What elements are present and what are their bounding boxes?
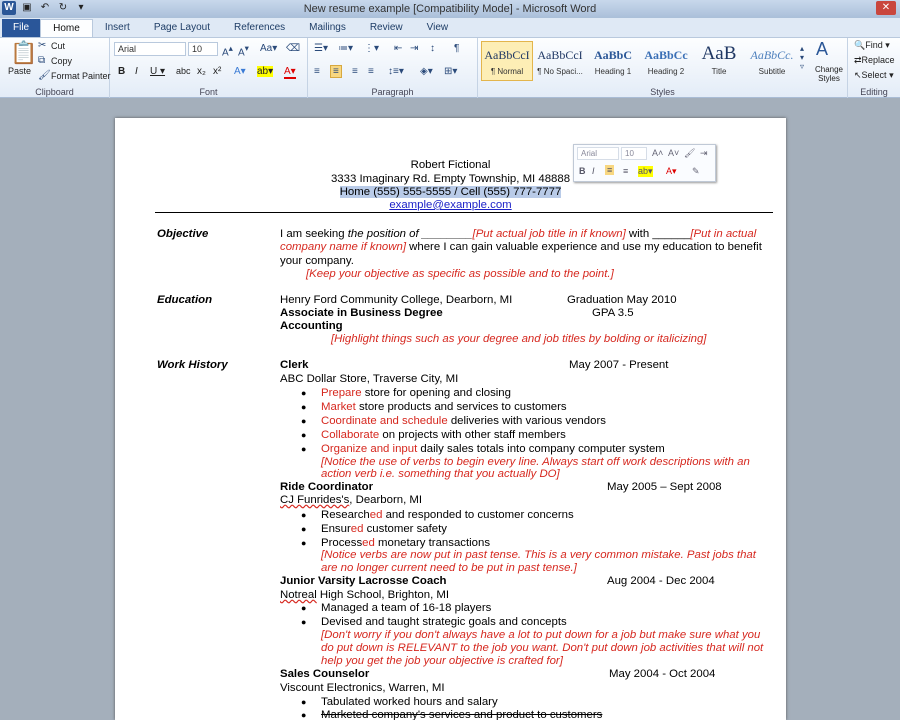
job-note: action verb i.e. something that you actually DO] — [321, 468, 560, 480]
resume-name: Robert Fictional — [410, 159, 491, 171]
ribbon — [0, 38, 900, 98]
shading-icon[interactable]: ◈▾ — [420, 66, 433, 77]
job-title: Clerk — [280, 359, 309, 371]
text: Notreal — [280, 589, 317, 601]
objective-line-3: your company. — [280, 255, 354, 267]
cut-button[interactable]: Cut — [51, 41, 66, 51]
job-company — [280, 589, 449, 603]
mini-size-box[interactable]: 10 — [621, 147, 647, 160]
font-size-box[interactable]: 10 — [188, 42, 218, 56]
style-sample: AaBbCc. — [750, 48, 794, 62]
text: where I can gain valuable experience and use my education to benefit — [406, 241, 762, 253]
styles-group — [478, 38, 848, 98]
bullet-icon: ● — [301, 430, 307, 440]
style-sample: AaBbCc — [644, 48, 688, 62]
mini-highlight-icon[interactable]: ab▾ — [638, 166, 653, 176]
mini-toolbar — [573, 144, 716, 182]
bullet-icon: ● — [301, 416, 307, 426]
quick-access-dropdown-icon[interactable]: ▾ — [78, 2, 84, 13]
copy-button[interactable]: Copy — [51, 56, 73, 66]
job-title: Junior Varsity Lacrosse Coach — [280, 575, 447, 587]
mini-grow-font-icon[interactable]: A˄ — [652, 148, 664, 158]
format-painter-icon[interactable]: 🖌 — [38, 70, 51, 81]
paste-icon[interactable]: 📋 — [10, 40, 38, 65]
style-normal[interactable] — [481, 41, 533, 81]
job-note: do put down is RELEVANT to the job you want. Don't put down job activities that will not — [321, 642, 764, 654]
bullet-icon: ● — [301, 388, 307, 398]
show-formatting-icon[interactable]: ¶ — [454, 43, 460, 54]
style-name: ¶ No Spaci... — [537, 67, 583, 76]
bullet-icon: ● — [301, 617, 307, 627]
tab-insert[interactable]: Insert — [104, 22, 130, 33]
paste-button[interactable]: Paste — [8, 66, 32, 76]
clear-formatting-icon[interactable]: ⌫ — [286, 43, 301, 54]
list-item — [321, 509, 574, 523]
style-sample: AaB — [701, 43, 737, 64]
text: ed — [350, 523, 364, 535]
list-item: Marketed company's services and product to customers — [321, 709, 603, 720]
text: Coordinate and schedule — [321, 415, 448, 427]
text: ed — [369, 509, 383, 521]
text: daily sales totals into company computer system — [417, 443, 665, 455]
multilevel-list-icon[interactable]: ⋮▾ — [364, 43, 380, 54]
resume-phone: Home (555) 555-5555 / Cell (555) 777-7777 — [339, 186, 562, 198]
style-name: ¶ Normal — [490, 67, 524, 76]
change-styles-icon[interactable]: A — [816, 39, 829, 59]
editing-label: Editing — [860, 87, 888, 97]
style-sample: AaBbCcI — [537, 48, 583, 62]
text: customer safety — [363, 523, 447, 535]
text: Ensur — [321, 523, 351, 535]
job-dates: May 2004 - Oct 2004 — [609, 668, 716, 680]
style-heading-2[interactable] — [640, 41, 692, 81]
select-label: Select — [861, 70, 887, 80]
tab-review[interactable]: Review — [369, 22, 403, 33]
list-item — [321, 415, 606, 429]
bullet-icon: ● — [301, 603, 307, 613]
text: ed — [362, 537, 375, 549]
bullet-icon: ● — [301, 697, 307, 707]
objective-heading: Objective — [157, 228, 209, 240]
text: the position of ________ — [347, 228, 473, 240]
ribbon-tabs — [0, 18, 900, 38]
font-color-icon[interactable]: A▾ — [284, 66, 296, 77]
tab-home[interactable]: Home — [40, 19, 93, 37]
mini-shrink-font-icon[interactable]: A˅ — [668, 148, 680, 158]
grow-font-icon[interactable]: A▴ — [222, 43, 233, 59]
replace-icon: ⇄ — [854, 55, 862, 65]
text-effects-icon[interactable]: A▾ — [234, 66, 246, 77]
word-logo-icon: W — [2, 1, 16, 15]
text: with ______ — [625, 228, 691, 240]
text: Market — [321, 401, 356, 413]
tab-file[interactable]: File — [2, 19, 40, 37]
job-note: [Notice verbs are now put in past tense. This is a very common mistake. Past jobs that — [321, 549, 756, 561]
paragraph-label: Paragraph — [371, 87, 414, 97]
replace-label: Replace — [861, 55, 895, 65]
styles-label: Styles — [650, 87, 675, 97]
superscript-icon[interactable]: x² — [213, 66, 222, 77]
clipboard-label: Clipboard — [35, 87, 74, 97]
styles-scroll-icon[interactable]: ▴ ▾ ▿ — [800, 44, 805, 71]
find-label: Find — [865, 40, 883, 50]
education-gpa: GPA 3.5 — [592, 307, 634, 319]
text: deliveries with various vendors — [447, 415, 606, 427]
replace-button[interactable] — [854, 55, 895, 66]
job-dates: Aug 2004 - Dec 2004 — [607, 575, 715, 587]
tab-page-layout[interactable]: Page Layout — [153, 22, 210, 33]
job-title: Ride Coordinator — [280, 481, 374, 493]
align-center-icon[interactable]: ≡ — [330, 65, 342, 78]
list-item — [321, 429, 566, 443]
change-case-icon[interactable]: Aa▾ — [260, 43, 278, 54]
objective-line-2 — [280, 241, 762, 255]
objective-line-1 — [280, 228, 756, 242]
redo-icon[interactable]: ↻ — [58, 2, 68, 13]
list-item — [321, 401, 567, 415]
style-name: Title — [711, 67, 727, 76]
borders-icon[interactable]: ⊞▾ — [444, 66, 458, 77]
resume-email-link[interactable]: example@example.com — [389, 199, 512, 211]
bullet-icon: ● — [301, 524, 307, 534]
education-school: Henry Ford Community College, Dearborn, MI — [280, 294, 513, 306]
text: CJ Funrides's — [280, 494, 350, 506]
mini-italic-icon[interactable]: I — [592, 166, 595, 176]
font-group — [110, 38, 308, 98]
text: [Put actual job title in if known] — [472, 228, 626, 240]
copy-icon[interactable]: ⧉ — [38, 55, 46, 66]
tab-view[interactable]: View — [426, 22, 449, 33]
style-heading-1[interactable] — [587, 41, 639, 81]
editing-group — [848, 38, 900, 98]
line-spacing-icon[interactable]: ↕≡▾ — [388, 66, 404, 77]
text: I am seeking — [280, 228, 348, 240]
text: store for opening and closing — [361, 387, 511, 399]
find-button[interactable]: 🔍Find ▾ — [854, 40, 890, 50]
job-title: Sales Counselor — [280, 668, 370, 680]
style-no-spacing[interactable] — [534, 41, 586, 81]
job-company — [280, 494, 422, 508]
header-divider — [155, 212, 773, 213]
tab-mailings[interactable]: Mailings — [309, 22, 346, 33]
text: , Dearborn, MI — [349, 494, 423, 506]
job-note: [Don't worry if you don't always have a lot to put down for a job but make sure what you — [321, 629, 761, 641]
mini-font-color-icon[interactable]: A▾ — [666, 166, 677, 176]
close-window-button[interactable]: ✕ — [876, 1, 896, 15]
font-name-box[interactable]: Arial — [114, 42, 186, 56]
objective-note: [Keep your objective as specific as possible and to the point.] — [306, 268, 614, 280]
list-item — [321, 443, 665, 457]
text: Organize and input — [321, 443, 418, 455]
text: monetary transactions — [374, 537, 491, 549]
job-dates: May 2005 – Sept 2008 — [607, 481, 722, 493]
job-company: Viscount Electronics, Warren, MI — [280, 682, 445, 694]
bullets-icon[interactable]: ☰▾ — [314, 43, 328, 54]
job-dates: May 2007 - Present — [569, 359, 669, 371]
document-page[interactable] — [115, 118, 786, 720]
education-graduation: Graduation May 2010 — [567, 294, 677, 306]
numbering-icon[interactable]: ≔▾ — [338, 43, 354, 54]
bullet-icon: ● — [301, 444, 307, 454]
select-button[interactable]: ↖Select ▾ — [854, 70, 894, 80]
style-name: Subtitle — [758, 67, 786, 76]
text: Research — [321, 509, 370, 521]
style-subtitle[interactable] — [746, 41, 798, 81]
tab-references[interactable]: References — [234, 22, 286, 33]
job-note: [Notice the use of verbs to begin every line. Always start off work descriptions with an — [321, 456, 750, 468]
text: company name if known] — [280, 241, 406, 253]
text: [Put in actual — [690, 228, 757, 240]
increase-indent-icon[interactable]: ⇥ — [410, 43, 419, 54]
style-title[interactable] — [693, 41, 745, 81]
mini-indent-icon[interactable]: ⇥ — [700, 148, 708, 158]
sort-icon[interactable]: ↕ — [430, 43, 435, 54]
education-major: Accounting — [280, 320, 343, 332]
bullet-icon: ● — [301, 538, 307, 548]
paragraph-group — [308, 38, 478, 98]
education-heading: Education — [157, 294, 213, 306]
bullet-icon: ● — [301, 402, 307, 412]
style-name: Heading 2 — [647, 67, 685, 76]
text: High School, Brighton, MI — [316, 589, 450, 601]
text: Collaborate — [321, 429, 380, 441]
mini-font-box[interactable]: Arial — [577, 147, 619, 160]
change-styles-button[interactable]: Change Styles — [814, 65, 844, 83]
align-right-icon[interactable]: ≡ — [352, 66, 358, 77]
undo-icon[interactable]: ↶ — [40, 2, 50, 13]
justify-icon[interactable]: ≡ — [368, 66, 374, 77]
list-item: Managed a team of 16-18 players — [321, 602, 492, 614]
text: on projects with other staff members — [379, 429, 566, 441]
resume-address: 3333 Imaginary Rd. Empty Township, MI 48888 — [330, 173, 571, 185]
text: Process — [321, 537, 363, 549]
mini-painter-icon[interactable]: ✎ — [692, 166, 700, 176]
list-item — [321, 387, 511, 401]
find-icon: 🔍 — [854, 40, 866, 50]
subscript-icon[interactable]: x₂ — [197, 66, 206, 77]
education-note: [Highlight things such as your degree and job titles by bolding or italicizing] — [331, 333, 707, 345]
style-sample: AaBbCcI — [484, 48, 530, 62]
mini-center-icon[interactable]: ≡ — [607, 165, 613, 175]
text: and responded to customer concerns — [382, 509, 574, 521]
title-bar — [0, 0, 900, 18]
select-icon: ↖ — [854, 70, 862, 80]
bullet-icon: ● — [301, 710, 307, 720]
resume-email-line — [115, 199, 786, 213]
bullet-icon: ● — [301, 510, 307, 520]
work-history-heading: Work History — [157, 359, 228, 371]
list-item: Devised and taught strategic goals and concepts — [321, 616, 567, 628]
style-sample: AaBbC — [593, 48, 632, 62]
text: store products and services to customers — [355, 401, 567, 413]
bold-icon[interactable]: B — [118, 66, 126, 77]
align-left-icon[interactable]: ≡ — [314, 66, 320, 77]
save-icon[interactable]: ▣ — [22, 2, 32, 13]
job-company: ABC Dollar Store, Traverse City, MI — [280, 373, 459, 385]
strikethrough-icon[interactable]: abc — [176, 66, 191, 76]
mini-bold-icon[interactable]: B — [579, 166, 586, 176]
window-title: New resume example [Compatibility Mode] - Microsoft Word — [303, 3, 597, 15]
list-item — [321, 523, 447, 537]
font-label: Font — [199, 87, 218, 97]
shrink-font-icon[interactable]: A▾ — [238, 43, 249, 59]
cut-icon[interactable]: ✂ — [38, 40, 47, 51]
job-note: are no longer current need to be put in past tense.] — [321, 562, 577, 574]
list-item: Tabulated worked hours and salary — [321, 696, 498, 708]
underline-icon[interactable]: U ▾ — [150, 66, 166, 77]
decrease-indent-icon[interactable]: ⇤ — [394, 43, 403, 54]
mini-format-painter-icon[interactable]: 🖌 — [684, 148, 696, 158]
italic-icon[interactable]: I — [135, 66, 138, 77]
resume-phone-line — [115, 186, 786, 200]
highlight-icon[interactable]: ab▾ — [257, 66, 274, 77]
job-note: help you get the job your objective is crafted for] — [321, 655, 563, 667]
clipboard-group — [0, 38, 110, 98]
education-degree: Associate in Business Degree — [280, 307, 443, 319]
format-painter-button[interactable]: Format Painter — [51, 71, 111, 81]
text: Prepare — [321, 387, 362, 399]
mini-align-icon[interactable]: ≡ — [623, 166, 629, 176]
style-name: Heading 1 — [594, 67, 632, 76]
